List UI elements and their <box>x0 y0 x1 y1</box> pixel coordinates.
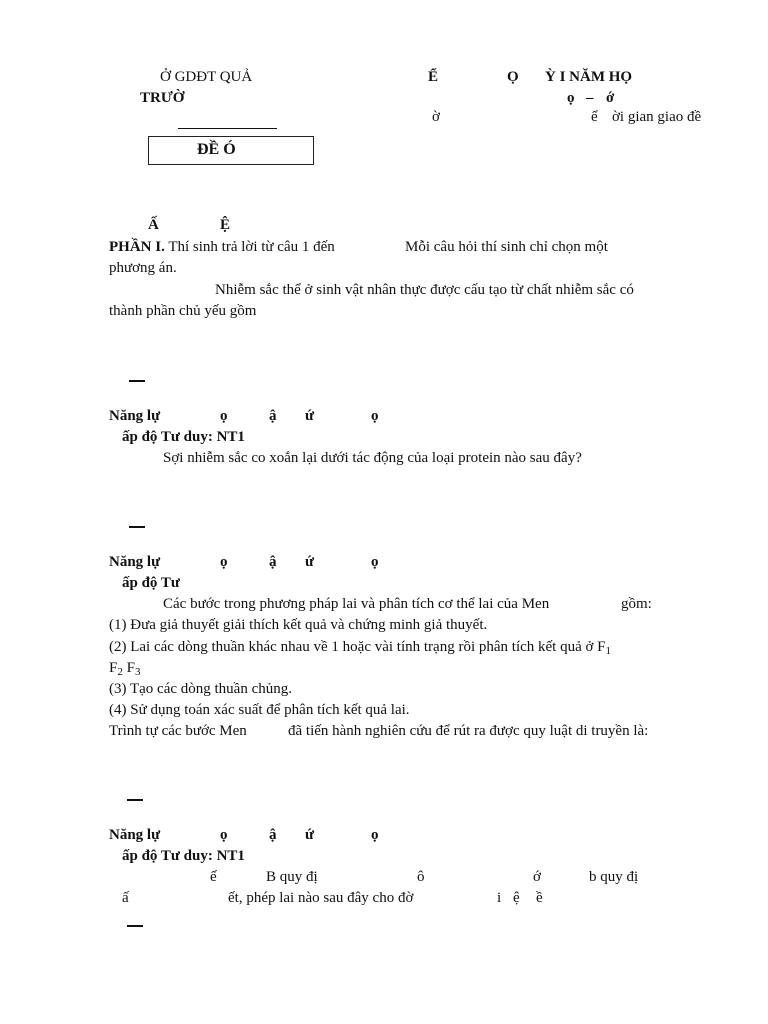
q2-stem: Sợi nhiễm sắc co xoắn lại dưới tác động của loại protein nào sau đây? <box>163 450 582 466</box>
q3-f3-sub: 3 <box>134 666 141 678</box>
q3-answer-dash <box>127 799 143 801</box>
section-heading-b: Ệ <box>220 217 231 233</box>
meta1-frag1: ọ <box>220 408 228 424</box>
q3-option-2-text: (2) Lai các dòng thuần khác nhau về 1 hoặc vài tính trạng rồi phân tích kết quả ở F <box>109 639 606 655</box>
q2-answer-dash <box>129 526 145 528</box>
q3-stem-b: gồm: <box>621 596 652 612</box>
q4-l1-frag2: B quy đị <box>266 869 318 885</box>
part-label: PHẦN I. <box>109 239 165 255</box>
q3-ask-a: Trình tự các bước Men <box>109 723 247 739</box>
meta2-frag3: ứ <box>305 554 315 570</box>
meta3-frag2: ậ <box>269 827 277 843</box>
q4-l1-frag5: b quy đị <box>589 869 639 885</box>
exam-title-part-c: Ỳ I NĂM HỌ <box>545 69 633 85</box>
q3-option-3: (3) Tạo các dòng thuần chủng. <box>109 681 292 697</box>
meta1-frag3: ứ <box>305 408 315 424</box>
meta2-competency: Năng lự <box>109 554 161 570</box>
section-heading-a: Ấ <box>148 217 159 233</box>
q3-option-4: (4) Sử dụng toán xác suất để phân tích kết quả lai. <box>109 702 410 718</box>
meta2-frag2: ậ <box>269 554 277 570</box>
official-exam-label: ĐỀ Ó <box>197 141 236 158</box>
meta3-level: ấp độ Tư duy: NT1 <box>122 848 245 864</box>
meta2-level: ấp độ Tư <box>122 575 180 591</box>
q3-f3: F <box>126 660 135 676</box>
exam-subject-part-a: ọ <box>567 90 575 106</box>
q4-l1-frag1: ế <box>210 869 217 885</box>
q4-l2-frag2: ết, phép lai nào sau đây cho đờ <box>228 890 414 906</box>
school-dept-line: Ở GDĐT QUẢ <box>160 69 253 85</box>
q1-stem-line2: thành phần chủ yếu gồm <box>109 303 257 319</box>
q4-l1-frag4: ớ <box>533 869 541 885</box>
q3-stem-a: Các bước trong phương pháp lai và phân tích cơ thể lai của Men <box>163 596 550 612</box>
meta3-frag1: ọ <box>220 827 228 843</box>
part-text-continued: Mỗi câu hỏi thí sinh chỉ chọn một <box>405 239 608 255</box>
exam-title-part-a: Ể <box>428 69 439 85</box>
q3-option-2-line2 <box>109 659 140 681</box>
exam-time-part-b: ể <box>591 109 598 125</box>
part-text: Thí sinh trả lời từ câu 1 đến <box>168 239 335 255</box>
exam-subject-part-b: – <box>586 90 594 106</box>
q4-l2-frag5: ề <box>536 890 543 906</box>
part-instruction <box>109 238 335 256</box>
q3-option-1: (1) Đưa giả thuyết giải thích kết quả và chứng minh giả thuyết. <box>109 617 488 633</box>
meta1-competency: Năng lự <box>109 408 161 424</box>
meta2-frag4: ọ <box>371 554 379 570</box>
header-underline <box>178 128 277 129</box>
meta1-frag4: ọ <box>371 408 379 424</box>
q4-l2-frag3: i <box>497 890 502 906</box>
q4-answer-dash <box>127 925 143 927</box>
meta1-frag2: ậ <box>269 408 277 424</box>
meta3-competency: Năng lự <box>109 827 161 843</box>
q4-l1-frag3: ô <box>417 869 425 885</box>
q1-stem-line1: Nhiễm sắc thể ở sinh vật nhân thực được cấu tạo từ chất nhiễm sắc có <box>215 282 634 298</box>
meta3-frag4: ọ <box>371 827 379 843</box>
school-name-line: TRƯỜ <box>140 90 185 106</box>
q3-ask-b: đã tiến hành nghiên cứu để rút ra được quy luật di truyền là: <box>288 723 649 739</box>
exam-time-part-a: ờ <box>432 109 440 125</box>
q1-answer-dash <box>129 380 145 382</box>
q4-l2-frag4: ệ <box>513 890 520 906</box>
q3-f2: F <box>109 660 118 676</box>
exam-time-part-c: ời gian giao đề <box>612 109 702 125</box>
q3-option-2 <box>109 638 611 660</box>
official-exam-box <box>148 136 314 165</box>
exam-subject-part-c: ớ <box>606 90 615 106</box>
exam-title-part-b: Ọ <box>507 69 519 85</box>
meta2-frag1: ọ <box>220 554 228 570</box>
part-text-line2: phương án. <box>109 260 177 276</box>
q3-f2-sub: 2 <box>117 666 123 678</box>
q4-l2-frag1: ấ <box>122 890 129 906</box>
meta1-level: ấp độ Tư duy: NT1 <box>122 429 245 445</box>
q3-option-2-sub: 1 <box>605 645 612 657</box>
meta3-frag3: ứ <box>305 827 315 843</box>
